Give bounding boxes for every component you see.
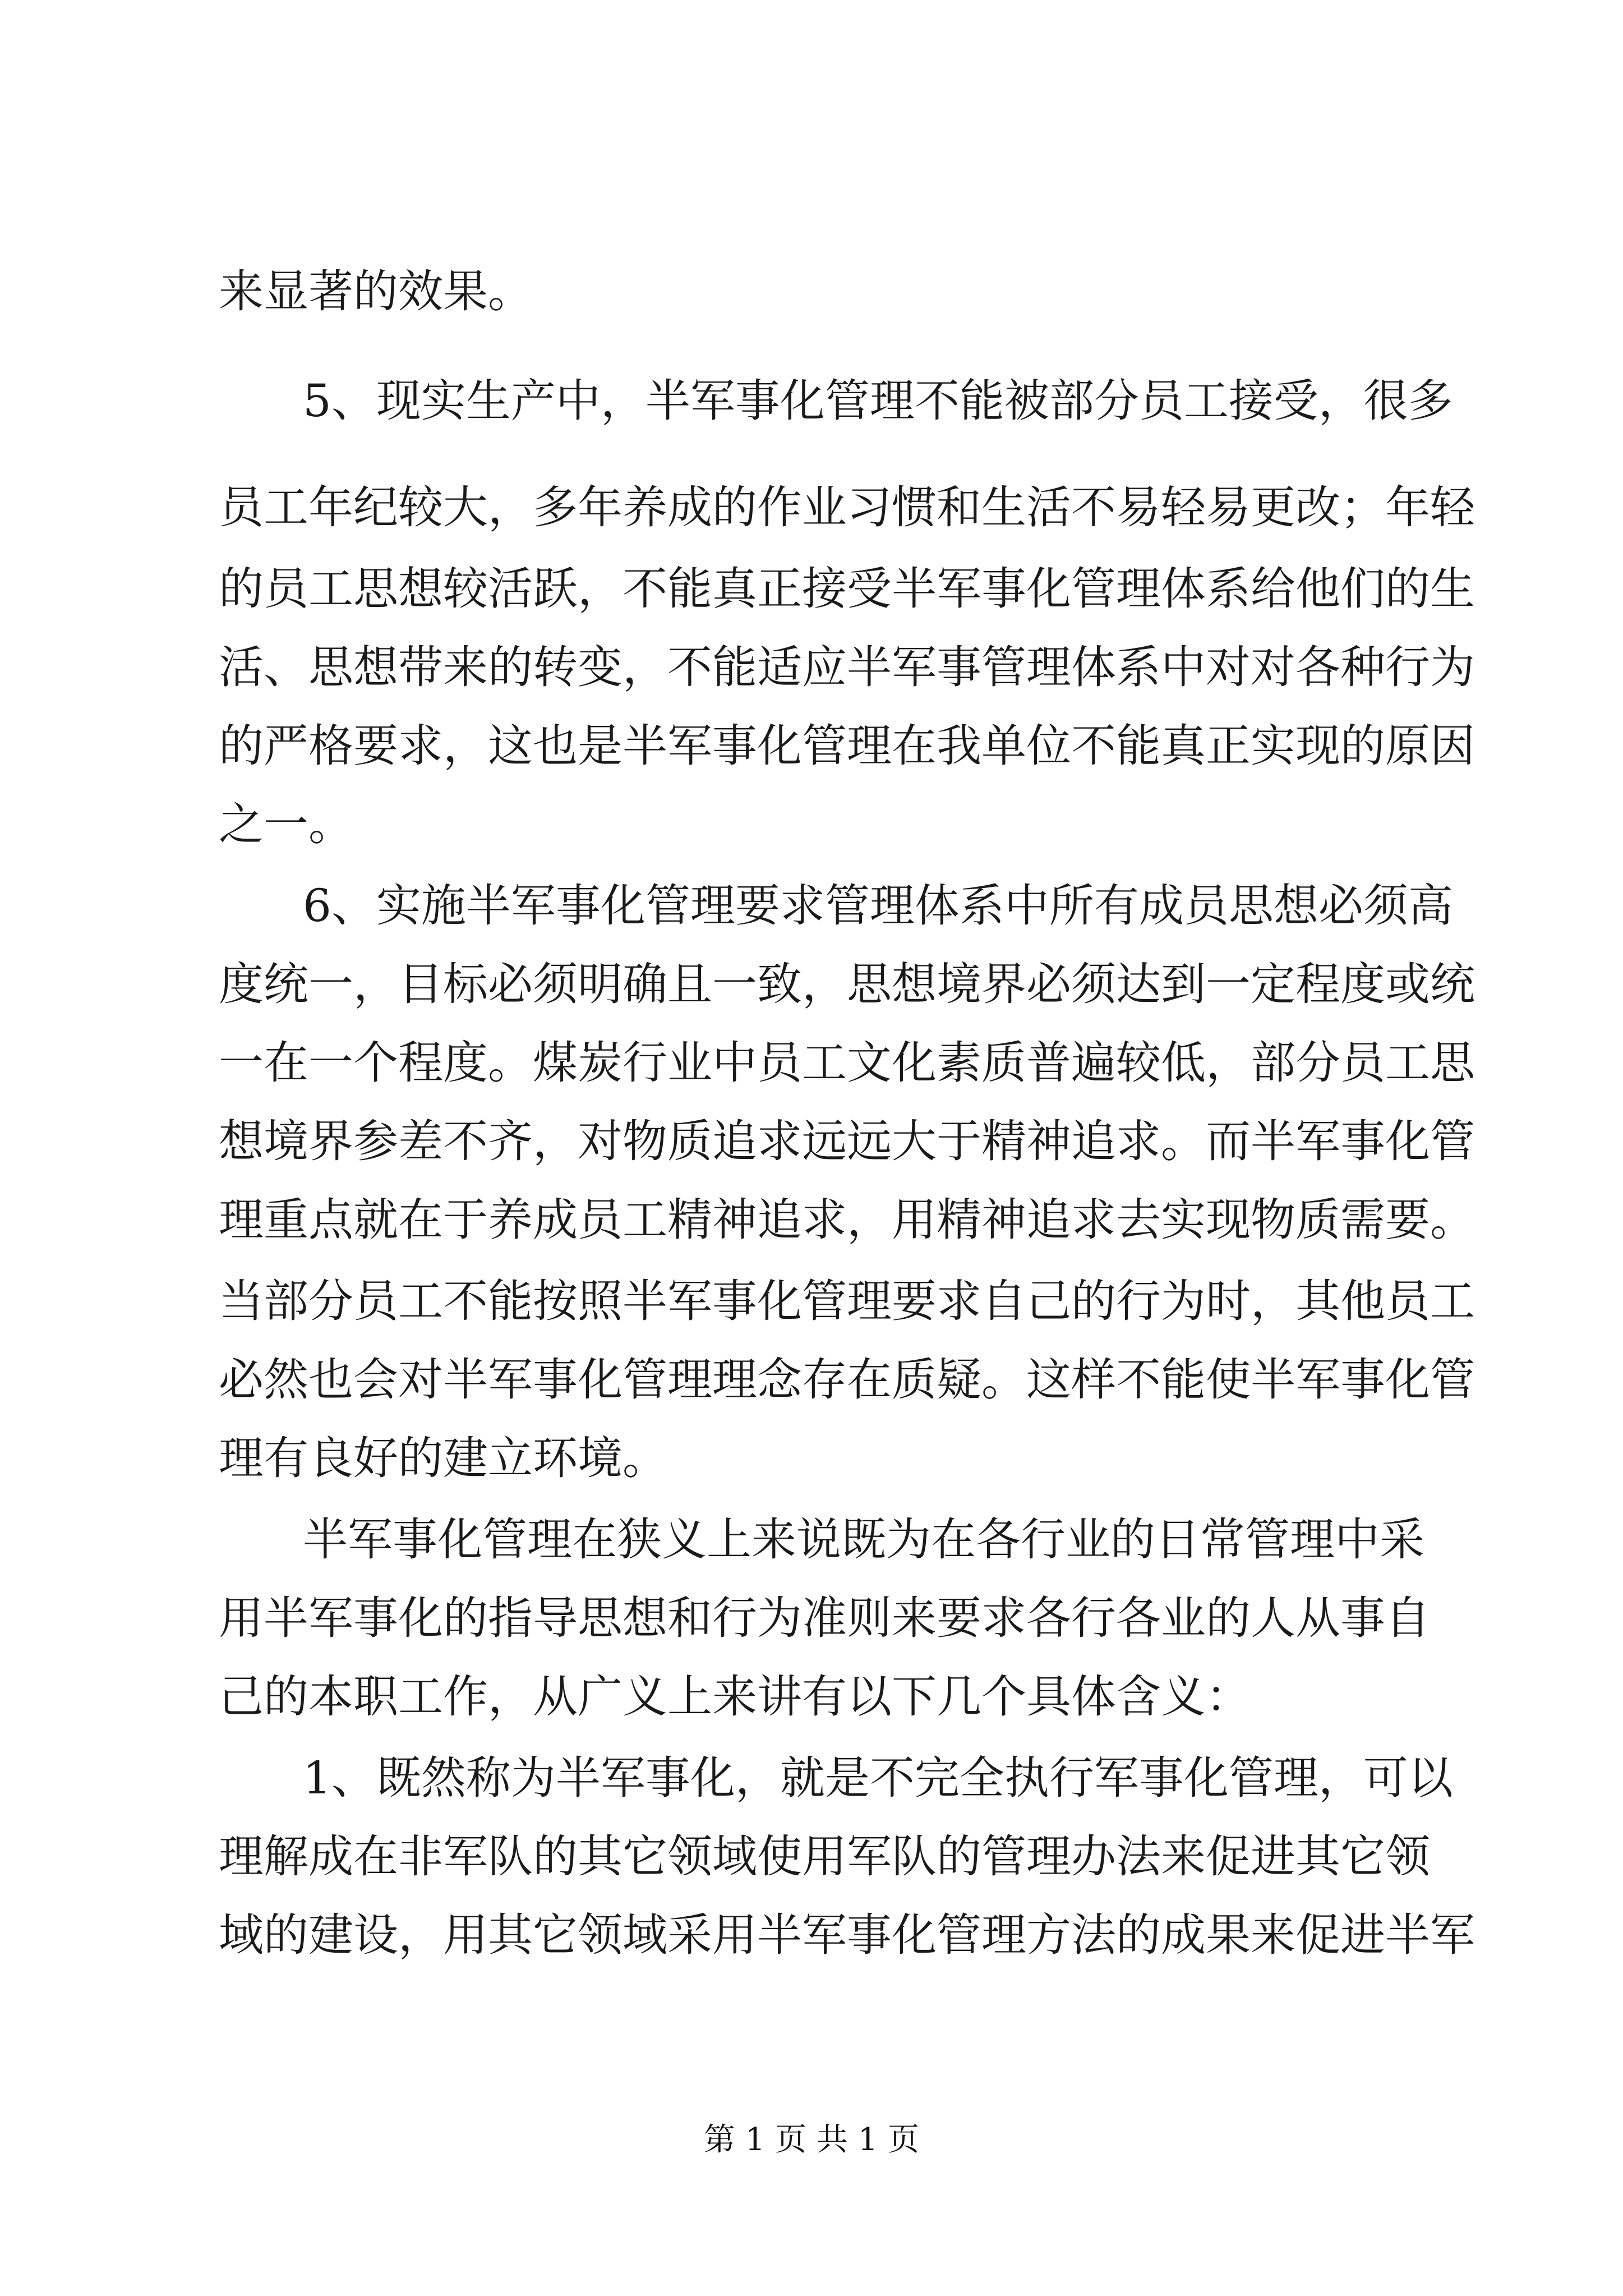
text-line: 想境界参差不齐，对物质追求远远大于精神追求。而半军事化管 <box>219 1115 1475 1167</box>
text-line: 必然也会对半军事化管理理念存在质疑。这样不能使半军事化管 <box>219 1354 1475 1406</box>
text-line: 一在一个程度。煤炭行业中员工文化素质普遍较低，部分员工思 <box>219 1037 1475 1089</box>
text-line: 1、既然称为半军事化，就是不完全执行军事化管理，可以 <box>303 1752 1453 1804</box>
page-number-footer: 第 1 页 共 1 页 <box>703 2122 920 2158</box>
text-line: 员工年纪较大，多年养成的作业习惯和生活不易轻易更改；年轻 <box>219 481 1475 533</box>
text-line: 活、思想带来的转变，不能适应半军事管理体系中对对各种行为 <box>219 641 1475 693</box>
text-line: 半军事化管理在狭义上来说既为在各行业的日常管理中采 <box>303 1513 1424 1566</box>
text-line: 理重点就在于养成员工精神追求，用精神追求去实现物质需要。 <box>219 1194 1475 1246</box>
text-line: 的严格要求，这也是半军事化管理在我单位不能真正实现的原因 <box>219 720 1475 772</box>
text-line: 来显著的效果。 <box>219 265 533 318</box>
text-line: 之一。 <box>219 798 353 850</box>
text-line: 5、现实生产中，半军事化管理不能被部分员工接受，很多 <box>303 375 1453 427</box>
text-line: 6、实施半军事化管理要求管理体系中所有成员思想必须高 <box>303 880 1453 932</box>
text-line: 用半军事化的指导思想和行为准则来要求各行各业的人从事自 <box>219 1592 1430 1644</box>
text-line: 域的建设，用其它领域采用半军事化管理方法的成果来促进半军 <box>219 1909 1475 1961</box>
text-line: 理解成在非军队的其它领域使用军队的管理办法来促进其它领 <box>219 1830 1430 1883</box>
text-line: 理有良好的建立环境。 <box>219 1432 667 1484</box>
text-line: 的员工思想较活跃，不能真正接受半军事化管理体系给他们的生 <box>219 563 1475 615</box>
text-line: 己的本职工作，从广义上来讲有以下几个具体含义： <box>219 1671 1251 1723</box>
text-line: 当部分员工不能按照半军事化管理要求自己的行为时，其他员工 <box>219 1275 1475 1327</box>
text-line: 度统一，目标必须明确且一致，思想境界必须达到一定程度或统 <box>219 958 1475 1010</box>
